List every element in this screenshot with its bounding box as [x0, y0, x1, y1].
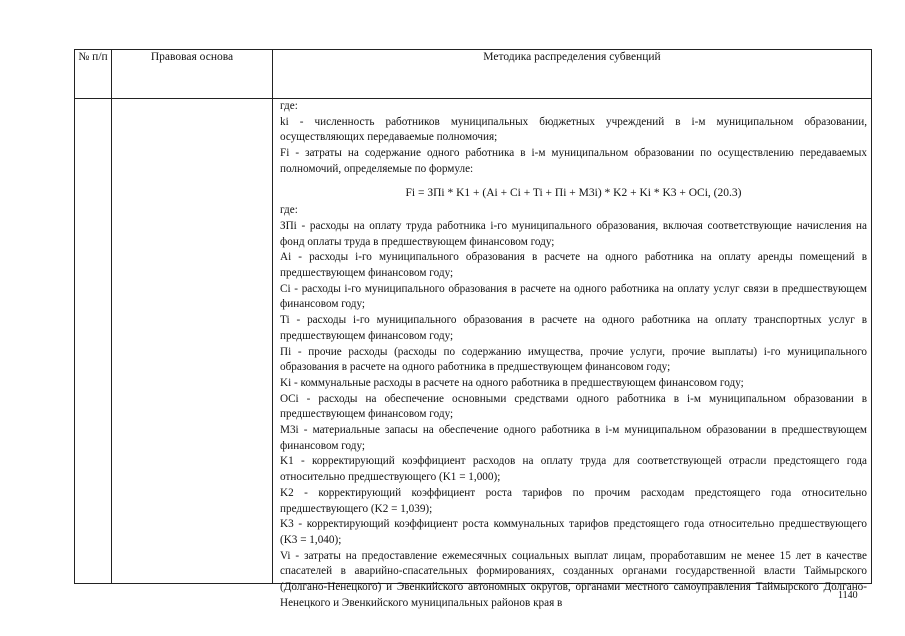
text-line: K3 - корректирующий коэффициент роста коммунальных тарифов предстоящего года относительно предшествующего (K3 = 1,040); — [280, 518, 867, 546]
header-number: № п/п — [75, 50, 112, 99]
table-row — [75, 99, 872, 584]
text-line: Ci - расходы i-го муниципального образования в расчете на одного работника на оплату услуг связи в предшествующем финансовом году; — [280, 282, 867, 311]
cell-legal-basis — [112, 99, 273, 584]
text-line: Ti - расходы i-го муниципального образования в расчете на одного работника на оплату транспортных услуг в предшествующем финансовом году; — [280, 314, 867, 342]
text-line: Vi - затраты на предоставление ежемесячных социальных выплат лицам, проработавшим не менее 15 лет в качестве спасателей в аварийно-спасательных формированиях, созданных органами государственной власти Таймырского (Долгано-Ненецкого) и Эвенкийского автономных округов, органами местного самоуправления Таймырского Долгано-Ненецкого и Эвенкийского муниципальных районов края в — [280, 549, 867, 609]
text-line: ki - численность работников муниципальных бюджетных учреждений в i-м муниципальном образовании, осуществляющих передаваемые полномочия; — [280, 115, 867, 144]
text-line: где: — [280, 100, 298, 112]
cell-number — [75, 99, 112, 584]
text-line: ЗПi - расходы на оплату труда работника i-го муниципального образования, включая соответствующие начисления на фонд оплаты труда в предшествующем финансовом году; — [280, 219, 867, 248]
header-legal-basis: Правовая основа — [112, 50, 273, 99]
page-number: 1140 — [838, 590, 858, 601]
text-line: Ki - коммунальные расходы в расчете на одного работника в предшествующем финансовом году; — [280, 376, 744, 389]
text-line: Fi - затраты на содержание одного работника в i-м муниципальном образовании по осуществлению передаваемых полномочий, определяемые по формуле: — [280, 147, 867, 175]
formula: Fi = ЗПi * K1 + (Ai + Ci + Ti + Пi + M3i) * K2 + Ki * K3 + OCi, (20.3) — [405, 186, 742, 199]
text-line: где: — [280, 204, 298, 217]
text-line: M3i - материальные запасы на обеспечение одного работника в i-м муниципальном образовании в предшествующем финансовом году; — [280, 424, 867, 452]
text-line: K2 - корректирующий коэффициент роста тарифов по прочим расходам предстоящего года относительно предшествующего (K2 = 1,039); — [280, 486, 867, 515]
text-line: Пi - прочие расходы (расходы по содержанию имущества, прочие услуги, прочие выплаты) i-го муниципального образования в расчете на одного работника в предшествующем финансовом году; — [280, 345, 867, 374]
text-line: Ai - расходы i-го муниципального образования в расчете на одного работника на оплату аренды помещений в предшествующем финансовом году; — [280, 251, 867, 280]
text-line: K1 - корректирующий коэффициент расходов на оплату труда для соответствующей отрасли предстоящего года относительно предшествующего (K1 = 1,000); — [280, 455, 867, 484]
table-header-row — [75, 50, 872, 99]
text-line: OCi - расходы на обеспечение основными средствами одного работника в i-м муниципальном образовании в предшествующем финансовом году; — [280, 392, 867, 421]
header-method: Методика распределения субвенций — [273, 50, 872, 99]
